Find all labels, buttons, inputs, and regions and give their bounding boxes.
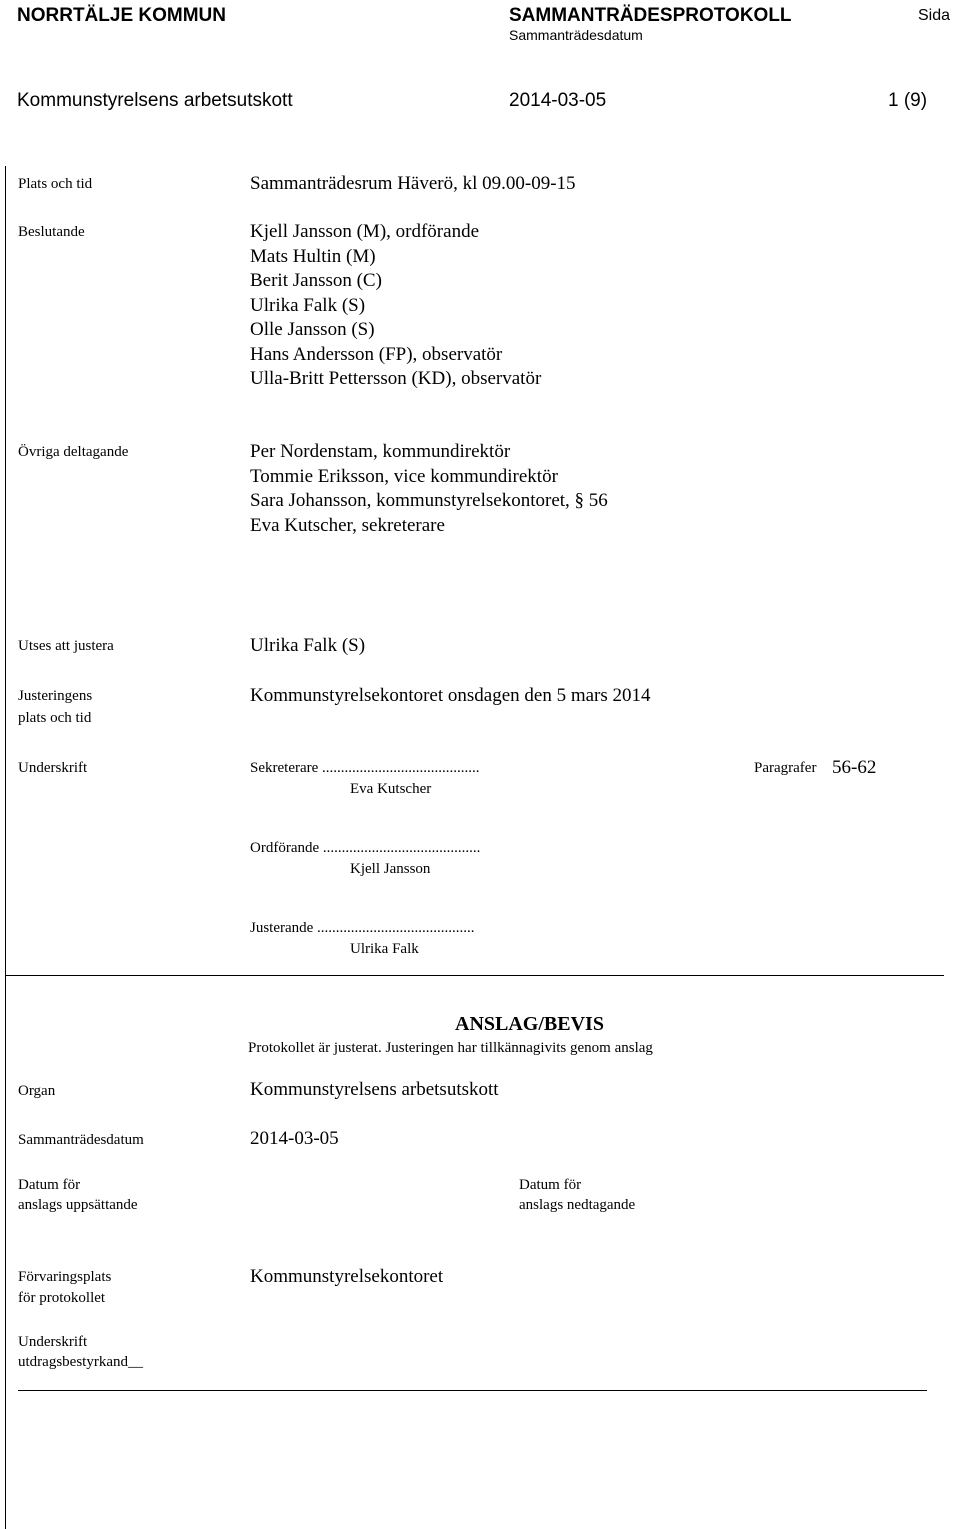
deciding-member: Kjell Jansson (M), ordförande (250, 221, 480, 242)
deciding-member: Ulla-Britt Pettersson (KD), observatör (250, 368, 542, 389)
other-participant: Tommie Eriksson, vice kommundirektör (250, 465, 558, 487)
storage-label-2: för protokollet (18, 1290, 106, 1306)
deciding-member: Mats Hultin (M) (250, 245, 376, 267)
chair-name: Kjell Jansson (350, 861, 431, 877)
signature-label: Underskrift (18, 760, 88, 776)
secretary-name: Eva Kutscher (350, 781, 432, 797)
certified-label-2: utdragsbestyrkand__ (18, 1354, 143, 1370)
certified-label: Underskrift (18, 1334, 88, 1350)
date-label: Sammanträdesdatum (509, 27, 643, 43)
notice-date-label: Sammanträdesdatum (18, 1132, 144, 1148)
other-participant: Per Nordenstam, kommundirektör (250, 441, 511, 462)
committee-name: Kommunstyrelsens arbetsutskott (17, 90, 293, 111)
adjuster-label: Utses att justera (18, 638, 114, 654)
secretary-signature-line: Sekreterare .......................................... (250, 760, 480, 776)
notice-title: ANSLAG/BEVIS (455, 1013, 604, 1035)
deciding-member: Olle Jansson (S) (250, 319, 375, 340)
notice-subtitle: Protokollet är justerat. Justeringen har tillkännagivits genom anslag (248, 1040, 653, 1056)
adjust-place-value: Kommunstyrelsekontoret onsdagen den 5 mars 2014 (250, 685, 651, 706)
bottom-divider (18, 1390, 927, 1391)
storage-label: Förvaringsplats (18, 1269, 112, 1285)
posted-label-2: anslags uppsättande (18, 1197, 138, 1213)
other-participant: Sara Johansson, kommunstyrelsekontoret, § 56 (250, 490, 608, 511)
other-participant: Eva Kutscher, sekreterare (250, 514, 445, 536)
deciding-member: Hans Andersson (FP), observatör (250, 343, 503, 365)
municipality-name: NORRTÄLJE KOMMUN (17, 5, 226, 26)
adjust-place-label: Justeringens (18, 688, 93, 704)
document-type: SAMMANTRÄDESPROTOKOLL (509, 5, 792, 26)
section-divider (5, 975, 944, 976)
paragraphs-value: 56-62 (832, 757, 877, 778)
organ-label: Organ (18, 1083, 56, 1099)
left-margin-line (5, 166, 6, 1529)
place-label: Plats och tid (18, 176, 93, 192)
removed-label: Datum för (519, 1177, 582, 1193)
chair-signature-line: Ordförande .......................................... (250, 840, 481, 856)
others-list (250, 440, 608, 538)
adjuster-name: Ulrika Falk (350, 941, 419, 957)
paragraphs-label: Paragrafer (754, 760, 817, 776)
page-number: 1 (9) (888, 90, 928, 111)
place-value: Sammanträdesrum Häverö, kl 09.00-09-15 (250, 173, 576, 194)
posted-label: Datum för (18, 1177, 81, 1193)
deciding-list (250, 220, 541, 392)
page-label: Sida (918, 7, 951, 24)
others-label: Övriga deltagande (18, 444, 129, 460)
adjust-place-label-2: plats och tid (18, 710, 92, 726)
notice-date-value: 2014-03-05 (250, 1128, 339, 1149)
deciding-member: Ulrika Falk (S) (250, 294, 366, 316)
adjuster-signature-line: Justerande .......................................... (250, 920, 475, 936)
storage-value: Kommunstyrelsekontoret (250, 1266, 444, 1287)
meeting-date: 2014-03-05 (509, 90, 607, 111)
adjuster-value: Ulrika Falk (S) (250, 635, 366, 656)
removed-label-2: anslags nedtagande (519, 1197, 636, 1213)
deciding-label: Beslutande (18, 224, 85, 240)
organ-value: Kommunstyrelsens arbetsutskott (250, 1079, 499, 1100)
deciding-member: Berit Jansson (C) (250, 270, 382, 291)
